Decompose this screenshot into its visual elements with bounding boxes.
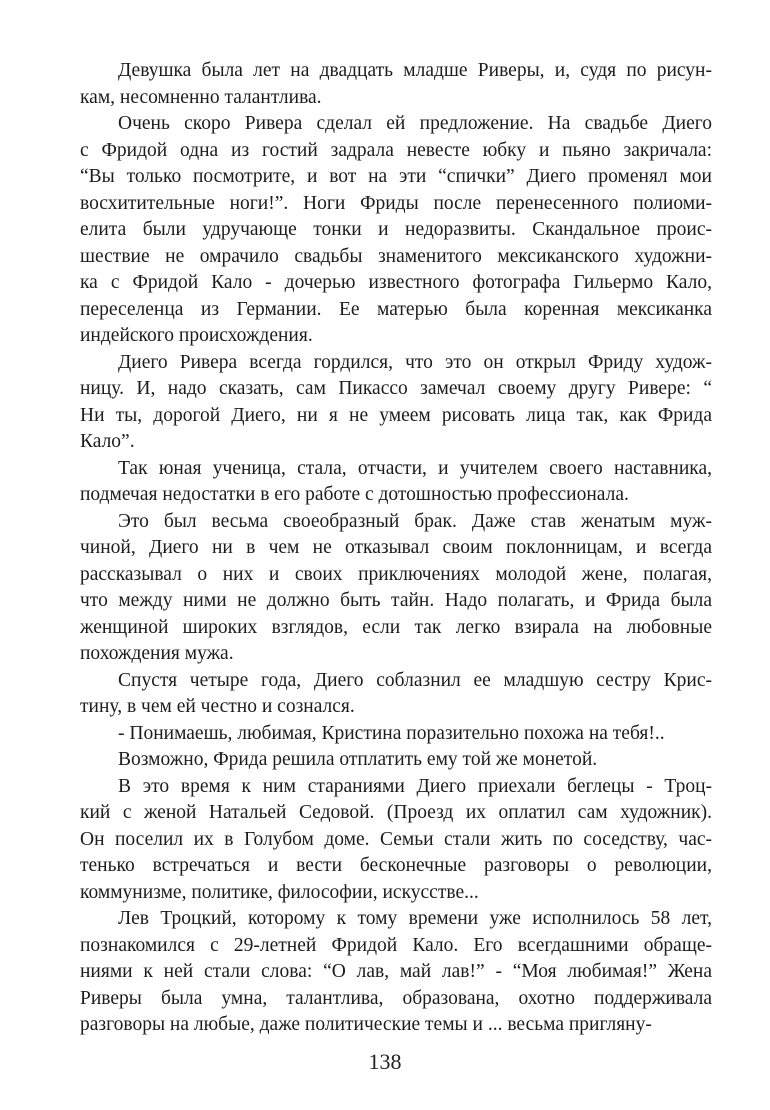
text-line: Лев Троцкий, которому к тому времени уже исполнилось 58 лет,	[118, 908, 712, 929]
text-line: Возможно, Фрида решила отплатить ему той же монетой.	[118, 749, 598, 770]
text-line: кам, несомненно талантлива.	[80, 86, 322, 108]
paragraph	[80, 456, 712, 509]
text-line: что между ними не должно быть тайн. Надо полагать, и Фрида была	[80, 590, 712, 611]
text-line: чиной, Диего ни в чем не отказывал своим поклонницам, и всегда	[80, 537, 712, 558]
text-line: подмечая недостатки в его работе с дотошностью профессионала.	[80, 484, 629, 505]
text-line: - Понимаешь, любимая, Кристина поразительно похожа на тебя!..	[118, 722, 665, 744]
text-line: елита были удручающе тонки и недоразвиты. Скандальное проис-	[80, 219, 712, 240]
text-line: Спустя четыре года, Диего соблазнил ее младшую сестру Крис-	[118, 669, 712, 691]
text-line: индейского происхождения.	[80, 325, 313, 346]
text-line: Ни ты, дорогой Диего, ни я не умеем рисовать лица так, как Фрида	[80, 404, 712, 426]
text-line: разговоры на любые, даже политические темы и ... весьма пригляну-	[80, 1014, 652, 1035]
text-line: Риверы была умна, талантлива, образована, охотно поддерживала	[80, 987, 712, 1009]
text-line: Девушка была лет на двадцать младше Риверы, и, судя по рисун-	[118, 60, 712, 81]
text-line: тенько встречаться и вести бесконечные разговоры о революции,	[80, 855, 712, 876]
page-number: 138	[368, 1049, 402, 1074]
paragraph	[80, 906, 712, 1039]
text-line: шествие не омрачило свадьбы знаменитого мексиканского художни-	[80, 245, 712, 267]
text-line: ницу. И, надо сказать, сам Пикассо замечал своему другу Ривере: “	[80, 378, 712, 399]
paragraph	[80, 747, 712, 774]
paragraph	[80, 58, 712, 111]
paragraph	[80, 774, 712, 907]
text-line: похождения мужа.	[80, 643, 234, 664]
text-line: Очень скоро Ривера сделал ей предложение. На свадьбе Диего	[118, 113, 712, 134]
text-line: Так юная ученица, стала, отчасти, и учителем своего наставника,	[118, 457, 712, 479]
paragraph	[80, 111, 712, 350]
text-line: женщиной широких взглядов, если так легко взирала на любовные	[80, 616, 712, 638]
text-line: переселенца из Германии. Ее матерью была коренная мексиканка	[80, 298, 712, 320]
text-line: Он поселил их в Голубом доме. Семьи стали жить по соседству, час-	[80, 828, 712, 850]
text-line: восхитительные ноги!”. Ноги Фриды после перенесенного полиоми-	[80, 192, 712, 214]
text-line: коммунизме, политике, философии, искусстве...	[80, 881, 479, 903]
paragraph	[80, 509, 712, 668]
text-line: “Вы только посмотрите, и вот на эти “спички” Диего променял мои	[80, 166, 712, 187]
text-line: ниями к ней стали слова: “О лав, май лав!” - “Моя любимая!” Жена	[80, 961, 712, 982]
text-line: Диего Ривера всегда гордился, что это он открыл Фриду худож-	[118, 351, 712, 373]
paragraph	[80, 721, 712, 748]
text-line: с Фридой одна из гостий задрала невесте юбку и пьяно закричала:	[80, 139, 712, 161]
text-line: ка с Фридой Кало - дочерью известного фотографа Гильермо Кало,	[80, 272, 712, 293]
text-line: познакомился с 29-летней Фридой Кало. Его всегдашними обраще-	[80, 934, 712, 956]
book-page	[80, 58, 712, 1039]
text-line: тину, в чем ей честно и сознался.	[80, 696, 355, 717]
text-line: Кало”.	[80, 431, 135, 452]
text-line: В это время к ним стараниями Диего приехали беглецы - Троц-	[118, 775, 712, 797]
text-line: рассказывал о них и своих приключениях молодой жене, полагая,	[80, 563, 712, 585]
text-line: кий с женой Натальей Седовой. (Проезд их оплатил сам художник).	[80, 802, 712, 823]
paragraph	[80, 350, 712, 456]
paragraph	[80, 668, 712, 721]
text-line: Это был весьма своеобразный брак. Даже став женатым муж-	[118, 510, 712, 532]
